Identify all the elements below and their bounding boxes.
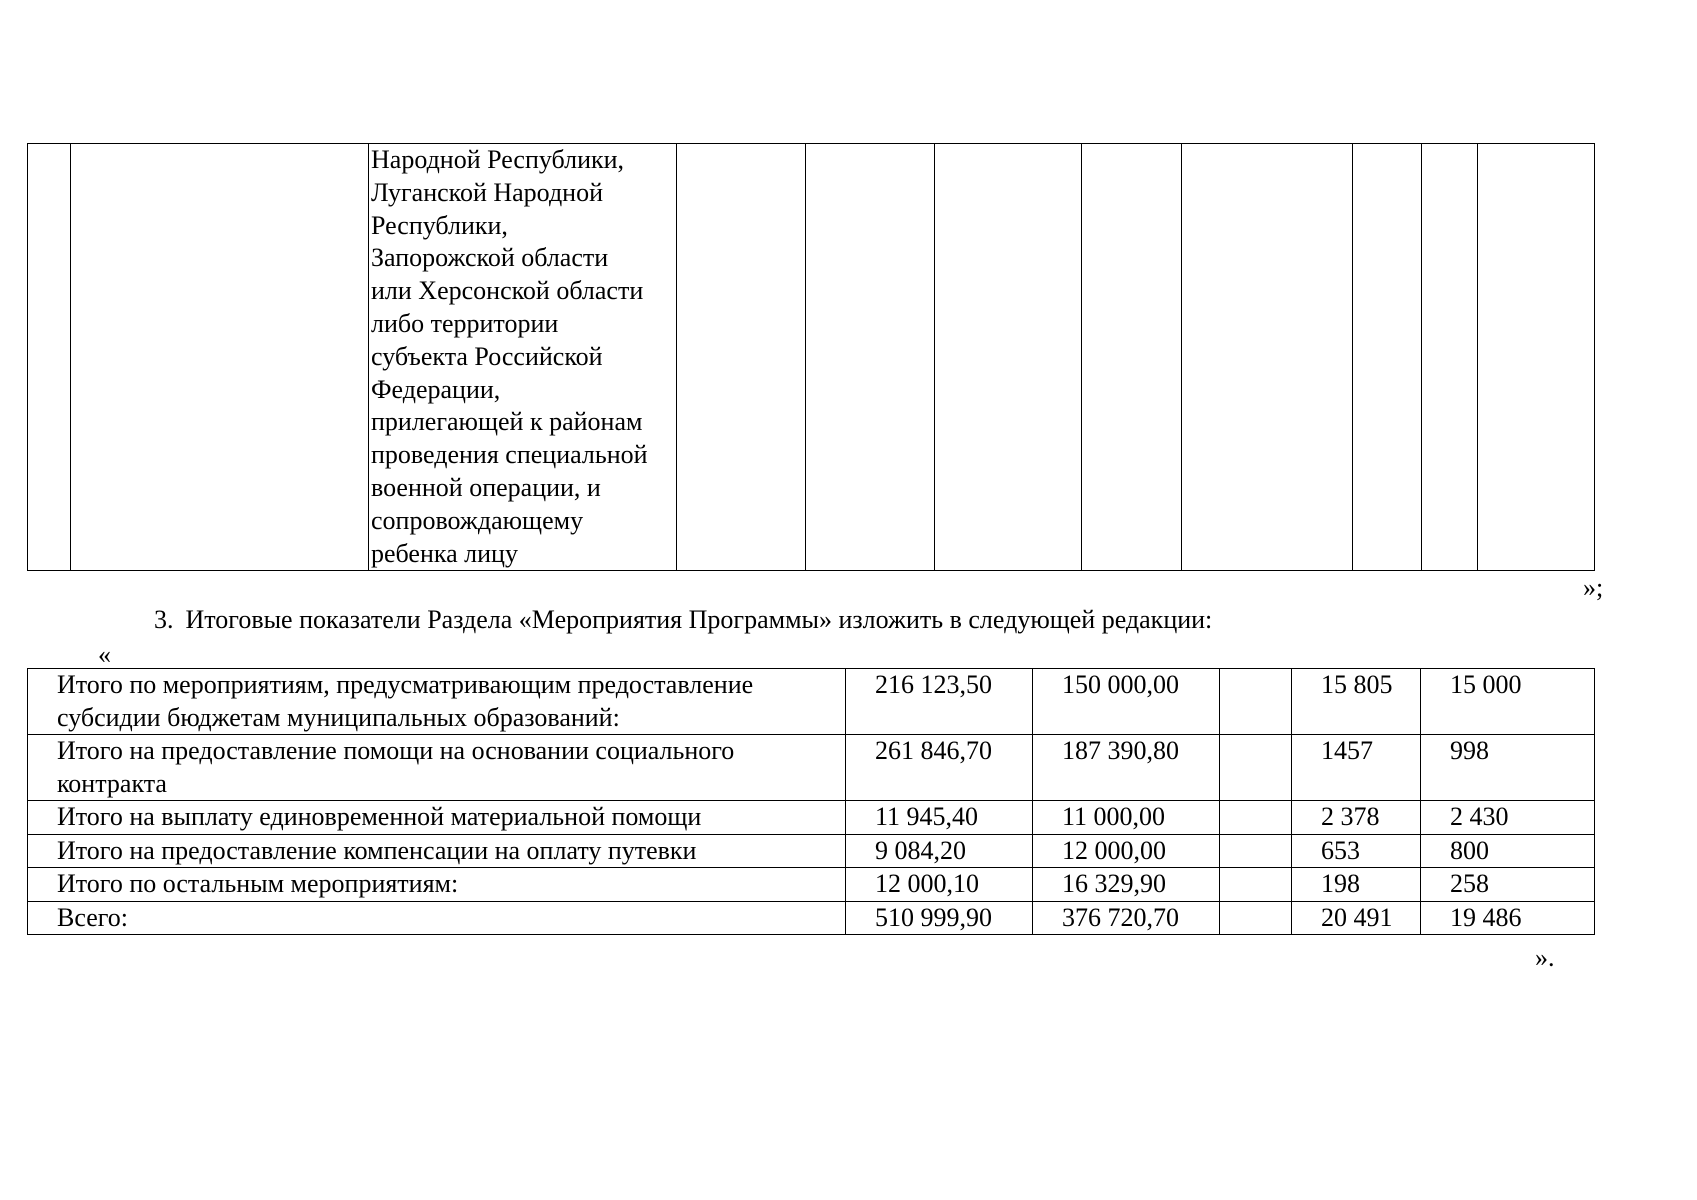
description-line: Республики, — [371, 210, 508, 240]
value-cell: 510 999,90 — [846, 901, 1033, 935]
value-cell: 261 846,70 — [846, 735, 1033, 801]
description-line: Луганской Народной — [371, 177, 603, 207]
table-cell — [1422, 144, 1478, 571]
description-line: субъекта Российской — [371, 341, 603, 371]
value-cell: 150 000,00 — [1033, 669, 1220, 735]
value-cell: 12 000,10 — [846, 868, 1033, 902]
row-label: Итого на предоставление компенсации на оплату путевки — [28, 834, 846, 868]
value-cell: 376 720,70 — [1033, 901, 1220, 935]
value-cell: 9 084,20 — [846, 834, 1033, 868]
value-cell: 15 000 — [1421, 669, 1595, 735]
opening-quote: « — [98, 640, 111, 669]
value-cell: 2 378 — [1292, 801, 1421, 835]
value-cell: 20 491 — [1292, 901, 1421, 935]
table-row — [28, 735, 1595, 801]
value-cell — [1220, 735, 1292, 801]
description-line: ребенка лицу — [371, 538, 518, 568]
table-cell — [1182, 144, 1353, 571]
table-row — [28, 801, 1595, 835]
value-cell — [1220, 669, 1292, 735]
description-line: сопровождающему — [371, 505, 584, 535]
value-cell: 216 123,50 — [846, 669, 1033, 735]
paragraph-number: 3. — [154, 605, 174, 634]
value-cell: 800 — [1421, 834, 1595, 868]
table-row — [28, 834, 1595, 868]
totals-table — [27, 668, 1595, 935]
description-cell — [369, 144, 677, 571]
value-cell — [1220, 801, 1292, 835]
value-cell: 653 — [1292, 834, 1421, 868]
table-cell — [1353, 144, 1422, 571]
description-line: Народной Республики, — [371, 145, 625, 174]
row-label: Всего: — [28, 901, 846, 935]
description-line: Федерации, — [371, 374, 501, 404]
table-cell — [71, 144, 369, 571]
value-cell: 2 430 — [1421, 801, 1595, 835]
description-line: военной операции, и — [371, 472, 601, 502]
table-row — [28, 901, 1595, 935]
description-line: или Херсонской области — [371, 276, 644, 306]
value-cell — [1220, 834, 1292, 868]
row-label: Итого по мероприятиям, предусматривающим предоставление субсидии бюджетам муниципальных образований: — [28, 669, 846, 735]
description-line: Запорожской области — [371, 243, 609, 273]
value-cell: 15 805 — [1292, 669, 1421, 735]
table-cell — [806, 144, 935, 571]
table-cell — [1478, 144, 1595, 571]
value-cell: 187 390,80 — [1033, 735, 1220, 801]
closing-quote: ». — [1535, 943, 1555, 972]
value-cell: 1457 — [1292, 735, 1421, 801]
table-cell — [1082, 144, 1182, 571]
table-row — [28, 868, 1595, 902]
row-label: Итого по остальным мероприятиям: — [28, 868, 846, 902]
table-row — [28, 669, 1595, 735]
description-line: либо территории — [371, 308, 559, 338]
row-label: Итого на предоставление помощи на основании социального контракта — [28, 735, 846, 801]
value-cell: 16 329,90 — [1033, 868, 1220, 902]
value-cell: 198 — [1292, 868, 1421, 902]
description-line: прилегающей к районам — [371, 407, 643, 437]
value-cell: 11 000,00 — [1033, 801, 1220, 835]
continuation-table — [27, 143, 1595, 571]
value-cell: 19 486 — [1421, 901, 1595, 935]
value-cell: 12 000,00 — [1033, 834, 1220, 868]
closing-quote: »; — [1583, 573, 1604, 602]
value-cell — [1220, 901, 1292, 935]
value-cell — [1220, 868, 1292, 902]
table-cell — [935, 144, 1082, 571]
paragraph-text: Итоговые показатели Раздела «Мероприятия Программы» изложить в следующей редакции: — [185, 605, 1213, 634]
value-cell: 11 945,40 — [846, 801, 1033, 835]
amendment-paragraph — [154, 605, 1212, 635]
value-cell: 998 — [1421, 735, 1595, 801]
table-row — [28, 144, 1595, 571]
row-label: Итого на выплату единовременной материальной помощи — [28, 801, 846, 835]
description-line: проведения специальной — [371, 440, 648, 470]
table-cell — [28, 144, 71, 571]
value-cell: 258 — [1421, 868, 1595, 902]
table-cell — [677, 144, 806, 571]
